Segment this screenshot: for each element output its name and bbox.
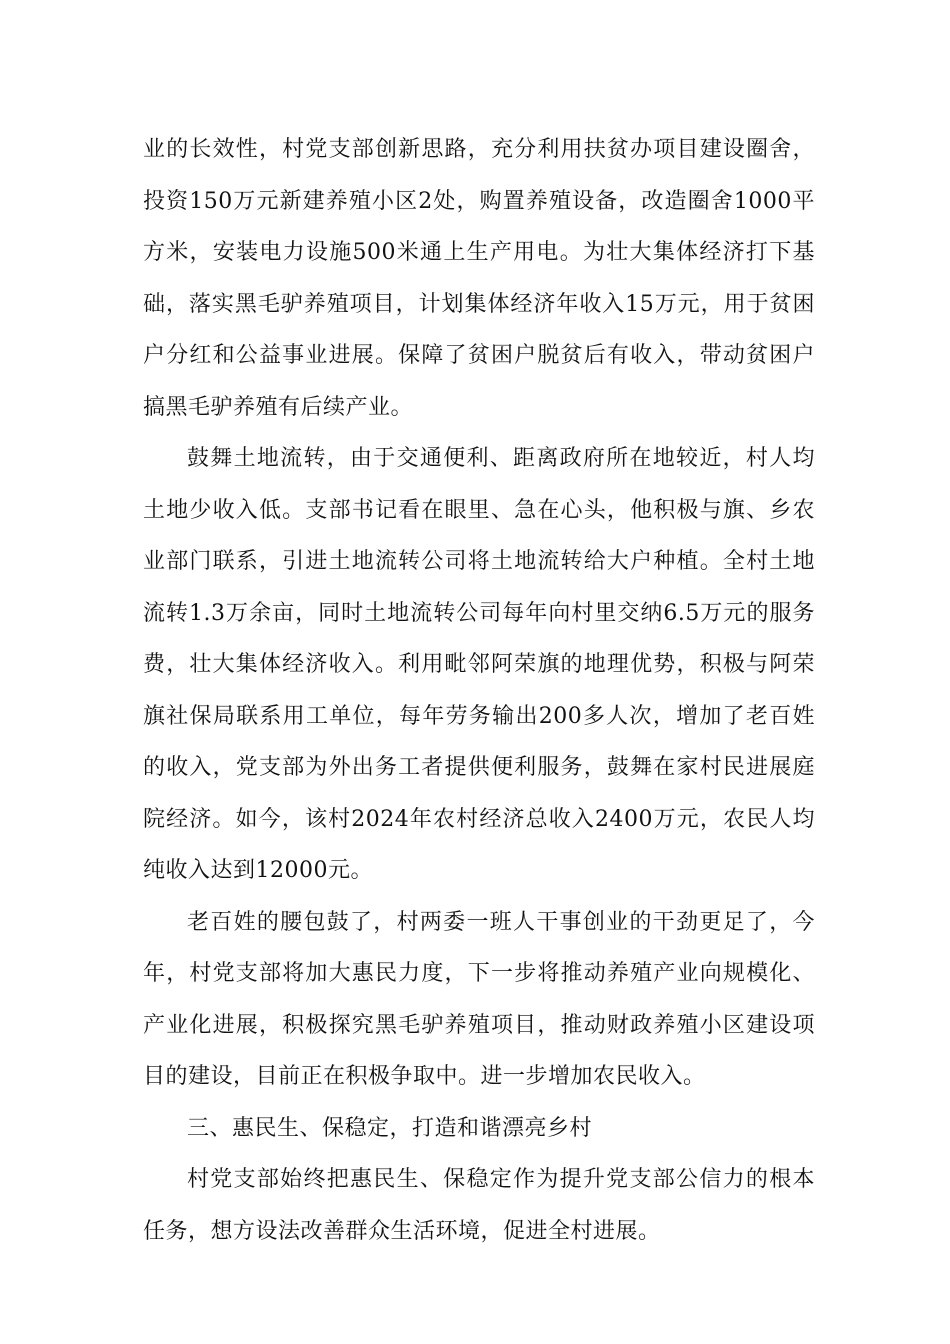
section-heading: 三、惠民生、保稳定，打造和谐漂亮乡村 (187, 1115, 593, 1141)
document-body (143, 124, 815, 1257)
paragraph-continuation: 业的长效性，村党支部创新思路，充分利用扶贫办项目建设圈舍，投资150万元新建养殖小区2处，购置养殖设备，改造圈舍1000平方米，安装电力设施500米通上生产用电。为壮大集体经济打下基础，落实黑毛驴养殖项目，计划集体经济年收入15万元，用于贫困户分红和公益事业进展。保障了贫困户脱贫后有收入，带动贫困户搞黑毛驴养殖有后续产业。 (143, 137, 815, 420)
paragraph-land-transfer: 鼓舞土地流转，由于交通便利、距离政府所在地较近，村人均土地少收入低。支部书记看在眼里、急在心头，他积极与旗、乡农业部门联系，引进土地流转公司将土地流转给大户种植。全村土地流转1.3万余亩，同时土地流转公司每年向村里交纳6.5万元的服务费，壮大集体经济收入。利用毗邻阿荣旗的地理优势，积极与阿荣旗社保局联系用工单位，每年劳务输出200多人次，增加了老百姓的收入，党支部为外出务工者提供便利服务，鼓舞在家村民进展庭院经济。如今，该村2024年农村经济总收入2400万元，农民人均纯收入达到12000元。 (143, 446, 815, 883)
paragraph-future-plans: 老百姓的腰包鼓了，村两委一班人干事创业的干劲更足了，今年，村党支部将加大惠民力度，下一步将推动养殖产业向规模化、产业化进展，积极探究黑毛驴养殖项目，推动财政养殖小区建设项目的建设，目前正在积极争取中。进一步增加农民收入。 (143, 909, 815, 1089)
paragraph-livelihood: 村党支部始终把惠民生、保稳定作为提升党支部公信力的根本任务，想方设法改善群众生活环境，促进全村进展。 (143, 1167, 815, 1244)
